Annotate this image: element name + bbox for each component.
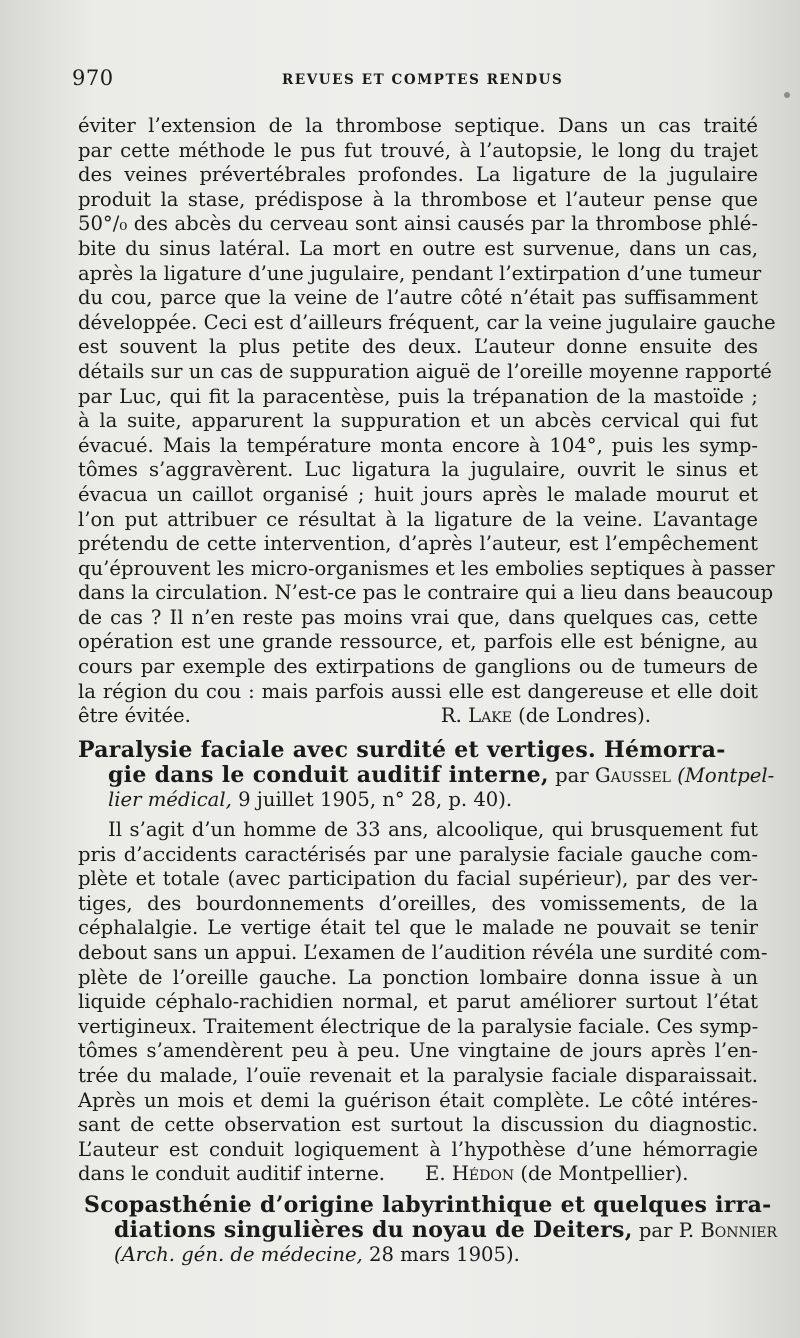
- signature-initial: R.: [440, 704, 462, 728]
- closing-text: dans le conduit auditif interne.: [78, 1162, 386, 1186]
- text-line: plète de l’oreille gauche. La ponction lombaire donna issue à un: [78, 965, 758, 989]
- page-number: 970: [72, 66, 114, 90]
- text-line: liquide céphalo-rachidien normal, et parut améliorer surtout l’état: [78, 990, 758, 1014]
- review-citation: 9 juillet 1905, n° 28, p. 40).: [231, 788, 513, 812]
- review-source-cont: lier médical,: [108, 788, 232, 812]
- review-signature: [441, 704, 651, 727]
- review-signature: [425, 1162, 688, 1185]
- text-line: tômes s’amendèrent peu à peu. Une vingtaine de jours après l’en-: [78, 1039, 758, 1063]
- signature-name: Hédon: [451, 1162, 515, 1186]
- text-line: la région du cou : mais parfois aussi elle est dangereuse et elle doit: [78, 679, 758, 703]
- text-line: Il s’agit d’un homme de 33 ans, alcoolique, qui brusquement fut: [108, 818, 758, 841]
- running-head: REVUES ET COMPTES RENDUS: [282, 72, 564, 88]
- text-line: par cette méthode le pus fut trouvé, à l’autopsie, le long du trajet: [78, 138, 758, 162]
- review-title-line-3: [78, 788, 758, 813]
- text-line: Après un mois et demi la guérison était complète. Le côté intéres-: [78, 1088, 758, 1112]
- closing-text: être évitée.: [78, 704, 191, 728]
- review-author: Bonnier: [700, 1218, 778, 1242]
- review-title-by: par: [548, 763, 595, 787]
- review-citation: 28 mars 1905).: [362, 1243, 520, 1267]
- text-line: opération est une grande ressource, et, parfois elle est bénigne, au: [78, 630, 758, 654]
- review-title-line-1: Paralysie faciale avec surdité et vertiges. Hémorra-: [78, 737, 726, 763]
- review-title-bold: gie dans le conduit auditif interne,: [108, 761, 549, 788]
- text-line: pris d’accidents caractérisés par une paralysie faciale gauche com-: [78, 842, 758, 866]
- text-line: vertigineux. Traitement électrique de la paralysie faciale. Ces symp-: [78, 1014, 759, 1038]
- signature-initial: E.: [425, 1162, 446, 1186]
- text-line: après la ligature d’une jugulaire, pendant l’extirpation d’une tumeur: [78, 261, 762, 285]
- text-line: bite du sinus latéral. La mort en outre est survenue, dans un cas,: [78, 236, 758, 260]
- review-title-line-2: [84, 1218, 778, 1244]
- text-line: du cou, parce que la veine de l’autre côté n’était pas suffisamment: [78, 286, 758, 310]
- review-body: [78, 818, 768, 1162]
- text-line: L’auteur est conduit logiquement à l’hypothèse d’une hémorragie: [78, 1137, 758, 1161]
- review-title-line-3: [84, 1243, 778, 1268]
- review-source: (Arch. gén. de médecine,: [114, 1243, 363, 1267]
- text-line: plète et totale (avec participation du facial supérieur), par des ver-: [78, 867, 758, 891]
- review-body: [78, 114, 776, 704]
- review-title-line-2: [78, 761, 775, 789]
- review-closing-line: [78, 704, 758, 729]
- review-title: [78, 737, 775, 813]
- review-closing-line: [78, 1162, 758, 1187]
- text-line: à la suite, apparurent la suppuration et un abcès cervical qui fut: [78, 409, 758, 433]
- review-source: (Montpel-: [670, 763, 775, 787]
- text-line: par Luc, qui fit la paracentèse, puis la trépanation de la mastoïde ;: [78, 384, 758, 408]
- text-line: tômes s’aggravèrent. Luc ligatura la jugulaire, ouvrit le sinus et: [78, 458, 758, 482]
- page-header: [72, 66, 762, 96]
- review-title-bold: diations singulières du noyau de Deiters,: [114, 1216, 633, 1243]
- signature-name: Lake: [468, 704, 512, 728]
- text-line: l’on put attribuer ce résultat à la ligature de la veine. L’avantage: [78, 507, 758, 531]
- review-author: Gaussel: [594, 763, 671, 787]
- review-text: [78, 818, 768, 1187]
- text-line: de cas ? Il n’en reste pas moins vrai que, dans quelques cas, cette: [78, 605, 758, 629]
- text-line: prétendu de cette intervention, d’après l’auteur, est l’empêchement: [78, 532, 758, 556]
- text-line: détails sur un cas de suppuration aiguë de l’oreille moyenne rapporté: [78, 359, 772, 383]
- ink-spot: [784, 92, 790, 98]
- text-line: développée. Ceci est d’ailleurs fréquent, car la veine jugulaire gauche: [78, 310, 776, 334]
- text-line: produit la stase, prédispose à la thrombose et l’auteur pense que: [78, 187, 758, 211]
- text-line: évacua un caillot organisé ; huit jours après le malade mourut et: [78, 482, 758, 506]
- review-title-line-1: Scopasthénie d’origine labyrinthique et quelques irra-: [84, 1192, 772, 1218]
- signature-place: (de Londres).: [518, 704, 652, 728]
- text-line: cours par exemple des extirpations de ganglions ou de tumeurs de: [78, 655, 758, 679]
- text-line: évacué. Mais la température monta encore à 104°, puis les symp-: [78, 433, 758, 457]
- signature-place: (de Montpellier).: [520, 1162, 689, 1186]
- text-line: qu’éprouvent les micro-organismes et les embolies septiques à passer: [78, 556, 775, 580]
- review-continuation: [78, 114, 776, 729]
- text-line: 50°/₀ des abcès du cerveau sont ainsi causés par la thrombose phlé-: [78, 212, 758, 236]
- text-line: céphalalgie. Le vertige était tel que le malade ne pouvait se tenir: [78, 916, 758, 940]
- text-line: des veines prévertébrales profondes. La ligature de la jugulaire: [78, 163, 758, 187]
- text-line: dans la circulation. N’est-ce pas le contraire qui a lieu dans beaucoup: [78, 581, 774, 605]
- text-line: trée du malade, l’ouïe revenait et la paralysie faciale disparaissait.: [78, 1063, 758, 1087]
- text-line: debout sans un appui. L’examen de l’audition révéla une surdité com-: [78, 940, 768, 964]
- review-title: [84, 1193, 778, 1268]
- review-title-by: par P.: [632, 1218, 701, 1242]
- text-line: sant de cette observation est surtout la discussion du diagnostic.: [78, 1113, 758, 1137]
- text-line: tiges, des bourdonnements d’oreilles, des vomissements, de la: [78, 891, 758, 915]
- text-line: est souvent la plus petite des deux. L’auteur donne ensuite des: [78, 335, 758, 359]
- text-line: éviter l’extension de la thrombose septique. Dans un cas traité: [78, 114, 758, 137]
